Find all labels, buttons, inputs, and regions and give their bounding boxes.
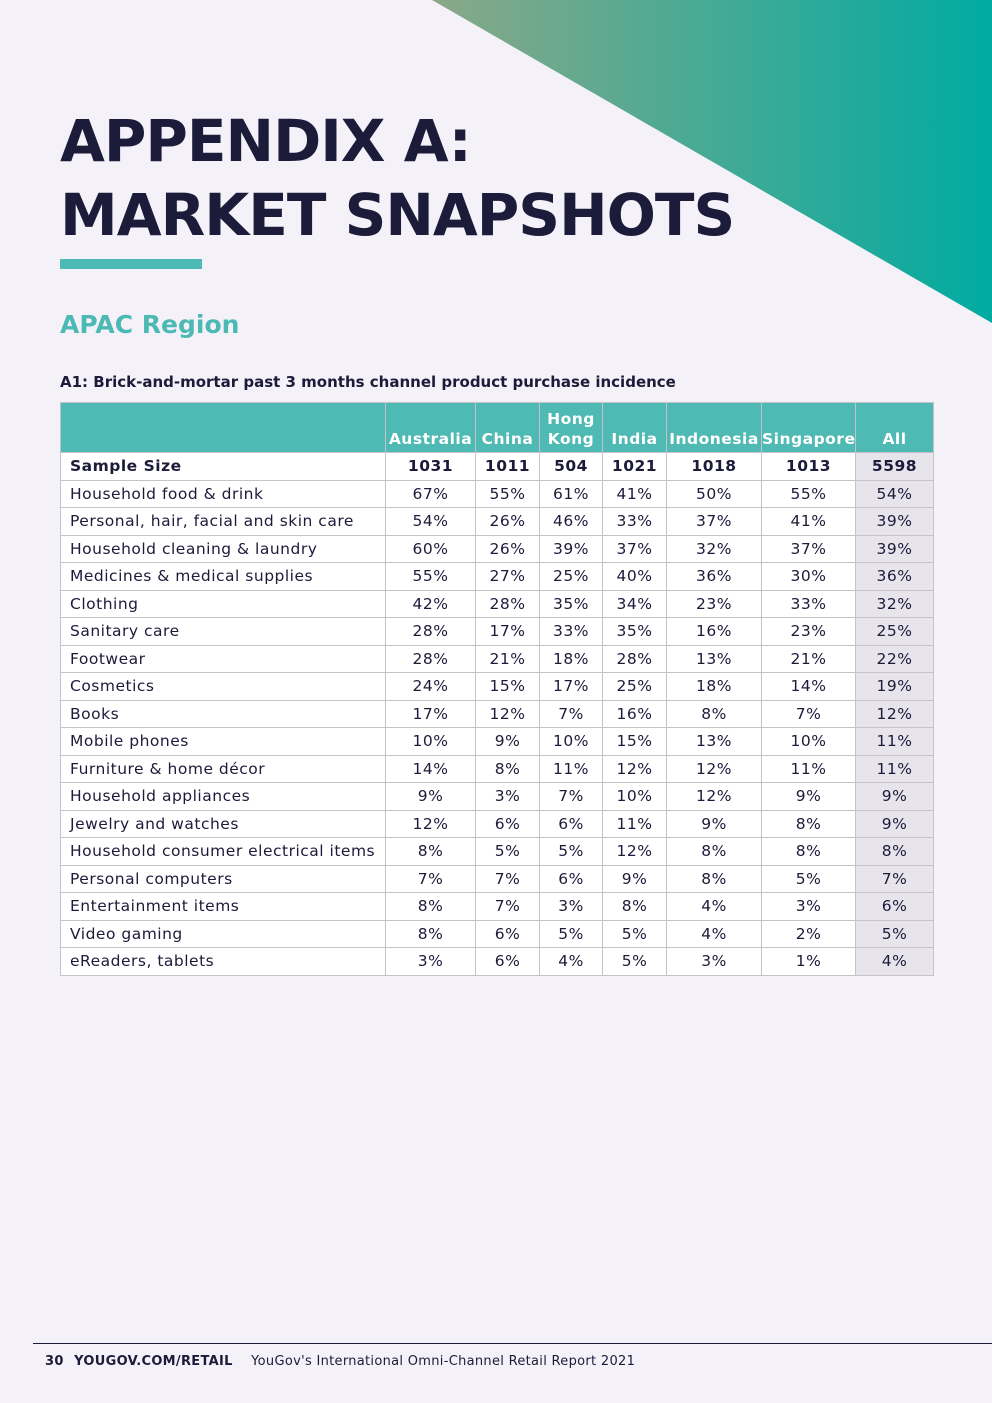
table-cell: 61% bbox=[540, 480, 603, 508]
table-cell: 30% bbox=[762, 563, 856, 591]
table-cell: 7% bbox=[386, 865, 476, 893]
table-row bbox=[61, 948, 934, 976]
table-cell: 12% bbox=[386, 810, 476, 838]
table-cell: 35% bbox=[540, 590, 603, 618]
table-cell: 4% bbox=[667, 893, 762, 921]
table-cell: 60% bbox=[386, 535, 476, 563]
table-cell: 4% bbox=[667, 920, 762, 948]
table-cell: 21% bbox=[762, 645, 856, 673]
table-cell: 54% bbox=[386, 508, 476, 536]
table-row bbox=[61, 728, 934, 756]
table-cell: 3% bbox=[667, 948, 762, 976]
table-cell: 8% bbox=[762, 838, 856, 866]
table-cell: 28% bbox=[386, 645, 476, 673]
table-cell: 1% bbox=[762, 948, 856, 976]
footer-site-link[interactable]: YOUGOV.COM/RETAIL bbox=[74, 1354, 233, 1369]
table-cell: 3% bbox=[540, 893, 603, 921]
table-row bbox=[61, 590, 934, 618]
table-cell: 7% bbox=[540, 783, 603, 811]
table-cell: 55% bbox=[386, 563, 476, 591]
table-cell: 10% bbox=[386, 728, 476, 756]
row-label: Sample Size bbox=[61, 453, 386, 481]
table-cell: 21% bbox=[476, 645, 540, 673]
table-cell: 12% bbox=[856, 700, 934, 728]
table-cell: 25% bbox=[540, 563, 603, 591]
table-cell: 55% bbox=[762, 480, 856, 508]
row-label: Sanitary care bbox=[61, 618, 386, 646]
table-cell: 11% bbox=[856, 728, 934, 756]
table-cell: 12% bbox=[476, 700, 540, 728]
table-title: A1: Brick-and-mortar past 3 months channel product purchase incidence bbox=[60, 373, 676, 391]
table-cell: 23% bbox=[762, 618, 856, 646]
page-title-line-2: MARKET SNAPSHOTS bbox=[60, 181, 735, 249]
table-cell: 28% bbox=[476, 590, 540, 618]
table-cell: 28% bbox=[603, 645, 667, 673]
table-cell: 13% bbox=[667, 728, 762, 756]
table-cell: 33% bbox=[540, 618, 603, 646]
table-cell: 7% bbox=[762, 700, 856, 728]
table-cell: 10% bbox=[762, 728, 856, 756]
table-cell: 16% bbox=[603, 700, 667, 728]
table-cell: 23% bbox=[667, 590, 762, 618]
table-cell: 6% bbox=[476, 810, 540, 838]
table-cell: 6% bbox=[540, 810, 603, 838]
table-cell: 3% bbox=[476, 783, 540, 811]
table-cell: 5598 bbox=[856, 453, 934, 481]
row-label: Household cleaning & laundry bbox=[61, 535, 386, 563]
row-label: Personal, hair, facial and skin care bbox=[61, 508, 386, 536]
table-cell: 8% bbox=[667, 838, 762, 866]
table-cell: 13% bbox=[667, 645, 762, 673]
table-cell: 40% bbox=[603, 563, 667, 591]
sample-size-row bbox=[61, 453, 934, 481]
table-cell: 22% bbox=[856, 645, 934, 673]
table-cell: 15% bbox=[603, 728, 667, 756]
table-cell: 7% bbox=[476, 893, 540, 921]
table-cell: 25% bbox=[856, 618, 934, 646]
page-title-line-1: APPENDIX A: bbox=[60, 107, 471, 175]
table-cell: 1013 bbox=[762, 453, 856, 481]
table-cell: 9% bbox=[667, 810, 762, 838]
table-cell: 4% bbox=[540, 948, 603, 976]
table-cell: 504 bbox=[540, 453, 603, 481]
table-cell: 5% bbox=[540, 920, 603, 948]
table-row bbox=[61, 645, 934, 673]
table-cell: 6% bbox=[856, 893, 934, 921]
table-cell: 24% bbox=[386, 673, 476, 701]
table-row bbox=[61, 535, 934, 563]
page-title bbox=[60, 104, 734, 252]
table-row bbox=[61, 783, 934, 811]
table-cell: 8% bbox=[386, 893, 476, 921]
page-number: 30 bbox=[45, 1354, 64, 1369]
row-label: eReaders, tablets bbox=[61, 948, 386, 976]
table-cell: 5% bbox=[762, 865, 856, 893]
table-cell: 32% bbox=[667, 535, 762, 563]
table-cell: 41% bbox=[603, 480, 667, 508]
table-cell: 3% bbox=[386, 948, 476, 976]
table-cell: 7% bbox=[856, 865, 934, 893]
table-cell: 9% bbox=[856, 810, 934, 838]
table-cell: 11% bbox=[540, 755, 603, 783]
table-cell: 46% bbox=[540, 508, 603, 536]
table-cell: 1021 bbox=[603, 453, 667, 481]
footer-report-title: YouGov's International Omni-Channel Retail Report 2021 bbox=[251, 1354, 636, 1369]
table-cell: 10% bbox=[540, 728, 603, 756]
column-header-singapore: Singapore bbox=[762, 403, 856, 453]
row-label: Entertainment items bbox=[61, 893, 386, 921]
row-label: Household food & drink bbox=[61, 480, 386, 508]
table-cell: 39% bbox=[856, 535, 934, 563]
table-row bbox=[61, 838, 934, 866]
table-cell: 11% bbox=[856, 755, 934, 783]
row-label: Furniture & home décor bbox=[61, 755, 386, 783]
table-cell: 34% bbox=[603, 590, 667, 618]
table-row bbox=[61, 920, 934, 948]
table-cell: 9% bbox=[856, 783, 934, 811]
table-header-row bbox=[61, 403, 934, 453]
table-cell: 9% bbox=[476, 728, 540, 756]
region-heading: APAC Region bbox=[60, 310, 240, 339]
table-cell: 27% bbox=[476, 563, 540, 591]
column-header-india: India bbox=[603, 403, 667, 453]
table-row bbox=[61, 700, 934, 728]
table-cell: 11% bbox=[603, 810, 667, 838]
table-cell: 8% bbox=[386, 838, 476, 866]
row-label: Personal computers bbox=[61, 865, 386, 893]
table-cell: 8% bbox=[667, 700, 762, 728]
row-label: Mobile phones bbox=[61, 728, 386, 756]
table-cell: 32% bbox=[856, 590, 934, 618]
table-cell: 8% bbox=[762, 810, 856, 838]
table-cell: 6% bbox=[540, 865, 603, 893]
table-cell: 7% bbox=[476, 865, 540, 893]
table-cell: 11% bbox=[762, 755, 856, 783]
table-cell: 25% bbox=[603, 673, 667, 701]
row-label: Video gaming bbox=[61, 920, 386, 948]
table-cell: 5% bbox=[476, 838, 540, 866]
table-cell: 5% bbox=[603, 920, 667, 948]
row-label: Cosmetics bbox=[61, 673, 386, 701]
table-cell: 8% bbox=[856, 838, 934, 866]
table-row bbox=[61, 865, 934, 893]
table-row bbox=[61, 893, 934, 921]
table-cell: 18% bbox=[667, 673, 762, 701]
table-cell: 1011 bbox=[476, 453, 540, 481]
table-cell: 1018 bbox=[667, 453, 762, 481]
table-cell: 5% bbox=[856, 920, 934, 948]
table-cell: 7% bbox=[540, 700, 603, 728]
row-label: Books bbox=[61, 700, 386, 728]
table-cell: 5% bbox=[603, 948, 667, 976]
table-cell: 12% bbox=[667, 755, 762, 783]
table-cell: 12% bbox=[603, 838, 667, 866]
table-cell: 12% bbox=[603, 755, 667, 783]
table-cell: 6% bbox=[476, 948, 540, 976]
table-cell: 39% bbox=[540, 535, 603, 563]
table-cell: 35% bbox=[603, 618, 667, 646]
table-cell: 19% bbox=[856, 673, 934, 701]
table-cell: 5% bbox=[540, 838, 603, 866]
table-cell: 16% bbox=[667, 618, 762, 646]
table-cell: 39% bbox=[856, 508, 934, 536]
table-cell: 8% bbox=[603, 893, 667, 921]
table-cell: 42% bbox=[386, 590, 476, 618]
table-row bbox=[61, 480, 934, 508]
table-cell: 8% bbox=[667, 865, 762, 893]
table-row bbox=[61, 673, 934, 701]
column-header-indonesia: Indonesia bbox=[667, 403, 762, 453]
purchase-incidence-table bbox=[60, 402, 934, 976]
table-cell: 17% bbox=[540, 673, 603, 701]
table-row bbox=[61, 810, 934, 838]
table-row bbox=[61, 618, 934, 646]
table-body bbox=[61, 453, 934, 976]
header-cell-blank bbox=[61, 403, 386, 453]
table-cell: 55% bbox=[476, 480, 540, 508]
table-cell: 33% bbox=[603, 508, 667, 536]
footer bbox=[45, 1354, 635, 1369]
table-cell: 37% bbox=[667, 508, 762, 536]
table-cell: 3% bbox=[762, 893, 856, 921]
table-cell: 9% bbox=[762, 783, 856, 811]
row-label: Jewelry and watches bbox=[61, 810, 386, 838]
table-cell: 14% bbox=[762, 673, 856, 701]
column-header-china: China bbox=[476, 403, 540, 453]
title-underline-bar bbox=[60, 259, 202, 269]
row-label: Footwear bbox=[61, 645, 386, 673]
table-cell: 28% bbox=[386, 618, 476, 646]
table-cell: 15% bbox=[476, 673, 540, 701]
table-cell: 1031 bbox=[386, 453, 476, 481]
table-cell: 4% bbox=[856, 948, 934, 976]
table-cell: 12% bbox=[667, 783, 762, 811]
table-cell: 37% bbox=[603, 535, 667, 563]
table-cell: 8% bbox=[476, 755, 540, 783]
row-label: Household appliances bbox=[61, 783, 386, 811]
table-cell: 14% bbox=[386, 755, 476, 783]
table-cell: 36% bbox=[856, 563, 934, 591]
table-cell: 6% bbox=[476, 920, 540, 948]
column-header-all: All bbox=[856, 403, 934, 453]
table-cell: 41% bbox=[762, 508, 856, 536]
table-cell: 26% bbox=[476, 535, 540, 563]
table-cell: 33% bbox=[762, 590, 856, 618]
row-label: Medicines & medical supplies bbox=[61, 563, 386, 591]
row-label: Household consumer electrical items bbox=[61, 838, 386, 866]
table-row bbox=[61, 508, 934, 536]
row-label: Clothing bbox=[61, 590, 386, 618]
footer-divider bbox=[33, 1343, 992, 1344]
table-cell: 17% bbox=[476, 618, 540, 646]
column-header-australia: Australia bbox=[386, 403, 476, 453]
table-cell: 36% bbox=[667, 563, 762, 591]
table-cell: 37% bbox=[762, 535, 856, 563]
table-cell: 18% bbox=[540, 645, 603, 673]
column-header-hong-kong: Hong Kong bbox=[540, 403, 603, 453]
table-cell: 67% bbox=[386, 480, 476, 508]
table-cell: 10% bbox=[603, 783, 667, 811]
table-row bbox=[61, 755, 934, 783]
table-cell: 2% bbox=[762, 920, 856, 948]
table-cell: 17% bbox=[386, 700, 476, 728]
table-cell: 9% bbox=[603, 865, 667, 893]
table-cell: 54% bbox=[856, 480, 934, 508]
table-cell: 26% bbox=[476, 508, 540, 536]
table-cell: 9% bbox=[386, 783, 476, 811]
table-cell: 8% bbox=[386, 920, 476, 948]
table-cell: 50% bbox=[667, 480, 762, 508]
table-row bbox=[61, 563, 934, 591]
